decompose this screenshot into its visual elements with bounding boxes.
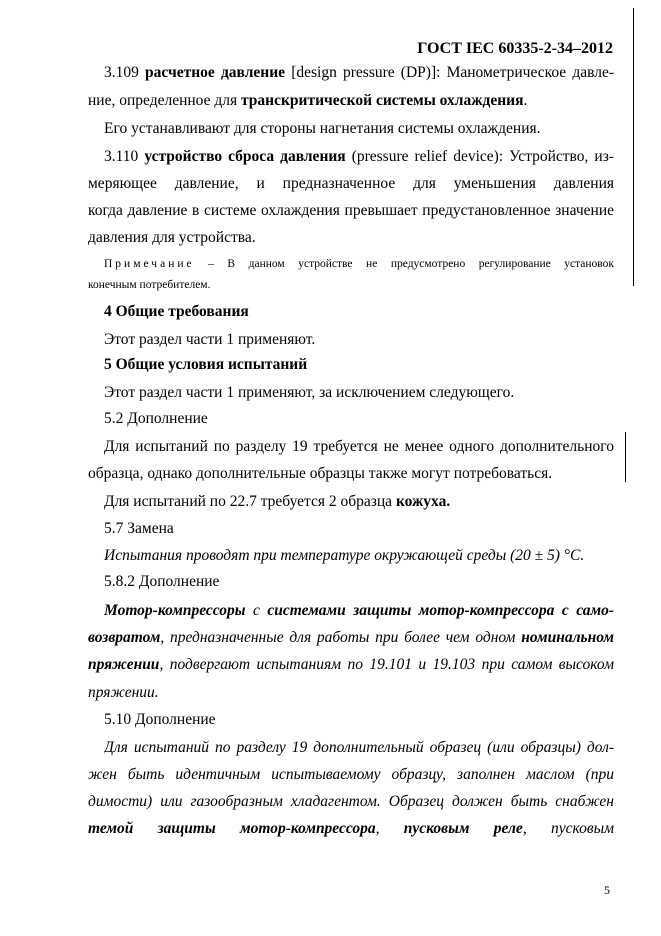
subsection-5-10-line1: Для испытаний по разделу 19 дополнительный образец (или образцы) дол- [104,739,614,756]
change-bar-mid [625,432,626,482]
subsection-5-10-line2: жен быть идентичным испытываемому образцу, заполнен маслом (при [88,766,614,783]
subsection-5-2-line3: Для испытаний по 22.7 требуется 2 образца кожуха. [104,493,451,510]
clause-3-109-line2: ние, определенное для транскритической системы охлаждения. [88,92,528,109]
subsection-5-2-line1: Для испытаний по разделу 19 требуется не менее одного дополнительного [104,438,614,455]
subsection-5-2-line2: образца, однако дополнительные образцы также могут потребоваться. [88,465,553,482]
note: Примечание – В данном устройстве не предусмотрено регулирование установок [104,258,614,270]
subsection-5-8-2-line4: пряжении. [88,684,159,701]
subsection-5-2-title: 5.2 Дополнение [104,410,208,427]
subsection-5-10-line4: темой защиты мотор-компрессора, пусковым реле, пусковым [88,820,614,837]
clause-3-110-line3: когда давление в системе охлаждения превышает предустановленное значение [88,202,614,219]
page-number: 5 [604,883,610,897]
section-5-title: 5 Общие условия испытаний [104,356,308,373]
subsection-5-8-2-line2: возвратом, предназначенные для работы при более чем одном номинальном [88,629,614,646]
section-5-text: Этот раздел части 1 применяют, за исключением следующего. [104,384,515,401]
change-bar-top [633,8,634,286]
subsection-5-7-text: Испытания проводят при температуре окружающей среды (20 ± 5) °С. [104,547,585,564]
subsection-5-10-line3: димости) или газообразным хладагентом. Образец должен быть снабжен [88,793,614,810]
clause-3-109-note: Его устанавливают для стороны нагнетания системы охлаждения. [104,120,541,137]
section-4-title: 4 Общие требования [104,303,249,320]
section-4-text: Этот раздел части 1 применяют. [104,331,316,348]
subsection-5-8-2-line1: Мотор-компрессоры с системами защиты мотор-компрессора с само- [104,602,614,619]
clause-3-109: 3.109 расчетное давление [design pressure (DP)]: Манометрическое давле- [104,64,614,81]
note-line2: конечным потребителем. [88,279,211,291]
subsection-5-7-title: 5.7 Замена [104,520,174,537]
clause-3-110-line2: меряющее давление, и предназначенное для уменьшения давления [88,175,614,192]
subsection-5-10-title: 5.10 Дополнение [104,711,216,728]
clause-3-110-line4: давления для устройства. [88,229,256,246]
subsection-5-8-2-title: 5.8.2 Дополнение [104,573,220,590]
document-code: ГОСТ IEC 60335-2-34–2012 [417,40,613,57]
subsection-5-8-2-line3: пряжении, подвергают испытаниям по 19.101 и 19.103 при самом высоком [88,656,614,673]
clause-3-110: 3.110 устройство сброса давления (pressure relief device): Устройство, из- [104,148,614,165]
